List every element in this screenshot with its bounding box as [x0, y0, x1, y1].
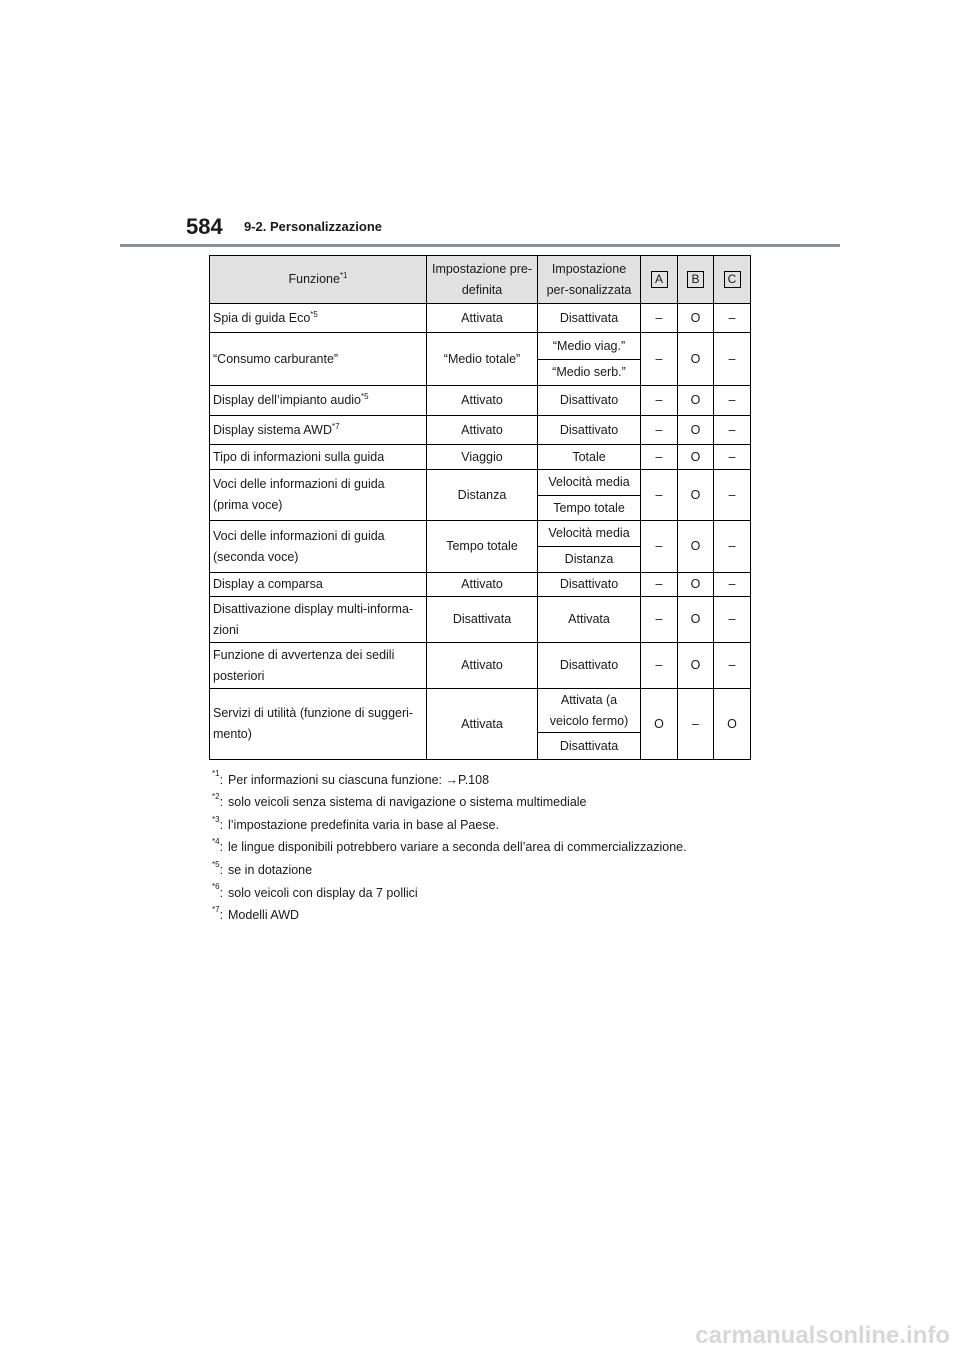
- function-cell: Tipo di informazioni sulla guida: [210, 445, 427, 470]
- custom-cell: Disattivato: [538, 416, 641, 445]
- default-cell: Attivata: [427, 689, 538, 760]
- page-number: 584: [186, 214, 223, 239]
- c-cell: O: [714, 689, 751, 760]
- b-cell: O: [678, 470, 714, 521]
- custom-cell: Disattivato: [538, 386, 641, 416]
- a-cell: –: [641, 333, 678, 386]
- table-row: [210, 689, 751, 733]
- b-cell: O: [678, 597, 714, 643]
- table-row: [210, 521, 751, 547]
- custom-cell: Disattivato: [538, 573, 641, 597]
- c-cell: –: [714, 333, 751, 386]
- footnote: $^{*6}$: solo veicoli con display da 7 pollici: [212, 882, 418, 900]
- a-cell: –: [641, 597, 678, 643]
- b-cell: O: [678, 304, 714, 333]
- table-row: [210, 470, 751, 496]
- a-cell: –: [641, 445, 678, 470]
- function-cell: Voci delle informazioni di guida (seconda voce): [210, 521, 427, 573]
- c-cell: –: [714, 416, 751, 445]
- c-cell: –: [714, 470, 751, 521]
- header-a: A: [641, 256, 678, 304]
- function-cell: Display dell’impianto audio$^{*5}$: [210, 386, 427, 416]
- b-cell: O: [678, 643, 714, 689]
- table-row: [210, 333, 751, 360]
- custom-cell: Velocità media: [538, 521, 641, 547]
- custom-cell: Distanza: [538, 547, 641, 573]
- custom-cell: “Medio serb.”: [538, 360, 641, 386]
- c-cell: –: [714, 304, 751, 333]
- default-cell: “Medio totale”: [427, 333, 538, 386]
- custom-cell: Disattivato: [538, 643, 641, 689]
- header-divider: [120, 244, 840, 247]
- function-cell: “Consumo carburante”: [210, 333, 427, 386]
- default-cell: Attivato: [427, 386, 538, 416]
- footnote: $^{*2}$: solo veicoli senza sistema di navigazione o sistema multimediale: [212, 792, 587, 810]
- footnote: $^{*3}$: l’impostazione predefinita varia in base al Paese.: [212, 814, 499, 832]
- b-cell: O: [678, 333, 714, 386]
- table-row: [210, 573, 751, 597]
- default-cell: Distanza: [427, 470, 538, 521]
- footnote: $^{*5}$: se in dotazione: [212, 859, 313, 877]
- b-cell: O: [678, 445, 714, 470]
- table-row: [210, 416, 751, 445]
- header-c: C: [714, 256, 751, 304]
- function-cell: Spia di guida Eco$^{*5}$: [210, 304, 427, 333]
- a-cell: –: [641, 304, 678, 333]
- b-cell: –: [678, 689, 714, 760]
- function-cell: Disattivazione display multi-informa-zioni: [210, 597, 427, 643]
- a-cell: O: [641, 689, 678, 760]
- header-b: B: [678, 256, 714, 304]
- footnote: $^{*1}$: Per informazioni su ciascuna funzione: →P.108: [212, 769, 490, 787]
- footnotes: [212, 764, 812, 922]
- custom-cell: Attivata (a veicolo fermo): [538, 689, 641, 733]
- custom-cell: Attivata: [538, 597, 641, 643]
- a-cell: –: [641, 573, 678, 597]
- default-cell: Disattivata: [427, 597, 538, 643]
- watermark: carmanualsonline.info: [695, 1322, 950, 1349]
- table-row: [210, 643, 751, 689]
- b-cell: O: [678, 521, 714, 573]
- function-cell: Voci delle informazioni di guida (prima voce): [210, 470, 427, 521]
- default-cell: Attivata: [427, 304, 538, 333]
- b-cell: O: [678, 386, 714, 416]
- c-cell: –: [714, 386, 751, 416]
- header-custom: Impostazione per-sonalizzata: [538, 256, 641, 304]
- a-cell: –: [641, 416, 678, 445]
- settings-table: [209, 255, 751, 760]
- a-cell: –: [641, 521, 678, 573]
- a-cell: –: [641, 386, 678, 416]
- c-cell: –: [714, 643, 751, 689]
- default-cell: Tempo totale: [427, 521, 538, 573]
- a-cell: –: [641, 643, 678, 689]
- function-cell: Display sistema AWD$^{*7}$: [210, 416, 427, 445]
- footnote: $^{*4}$: le lingue disponibili potrebbero variare a seconda dell’area di commercializzazione.: [212, 837, 687, 855]
- table-row: [210, 386, 751, 416]
- b-cell: O: [678, 573, 714, 597]
- default-cell: Attivato: [427, 573, 538, 597]
- c-cell: –: [714, 597, 751, 643]
- header-default: Impostazione pre-definita: [427, 256, 538, 304]
- function-cell: Funzione di avvertenza dei sedili posteriori: [210, 643, 427, 689]
- custom-cell: “Medio viag.”: [538, 333, 641, 360]
- table-row: [210, 445, 751, 470]
- footnote: $^{*7}$: Modelli AWD: [212, 905, 300, 923]
- c-cell: –: [714, 445, 751, 470]
- table-row: [210, 597, 751, 643]
- b-cell: O: [678, 416, 714, 445]
- custom-cell: Velocità media: [538, 470, 641, 496]
- function-cell: Display a comparsa: [210, 573, 427, 597]
- c-cell: –: [714, 573, 751, 597]
- custom-cell: Disattivata: [538, 733, 641, 760]
- custom-cell: Tempo totale: [538, 496, 641, 521]
- header-function: Funzione$^{*1}$: [210, 256, 427, 304]
- function-cell: Servizi di utilità (funzione di suggeri-mento): [210, 689, 427, 760]
- table-row: [210, 304, 751, 333]
- default-cell: Viaggio: [427, 445, 538, 470]
- c-cell: –: [714, 521, 751, 573]
- a-cell: –: [641, 470, 678, 521]
- custom-cell: Totale: [538, 445, 641, 470]
- table-header-row: [210, 256, 751, 304]
- custom-cell: Disattivata: [538, 304, 641, 333]
- default-cell: Attivato: [427, 416, 538, 445]
- section-title: 9-2. Personalizzazione: [244, 219, 382, 234]
- default-cell: Attivato: [427, 643, 538, 689]
